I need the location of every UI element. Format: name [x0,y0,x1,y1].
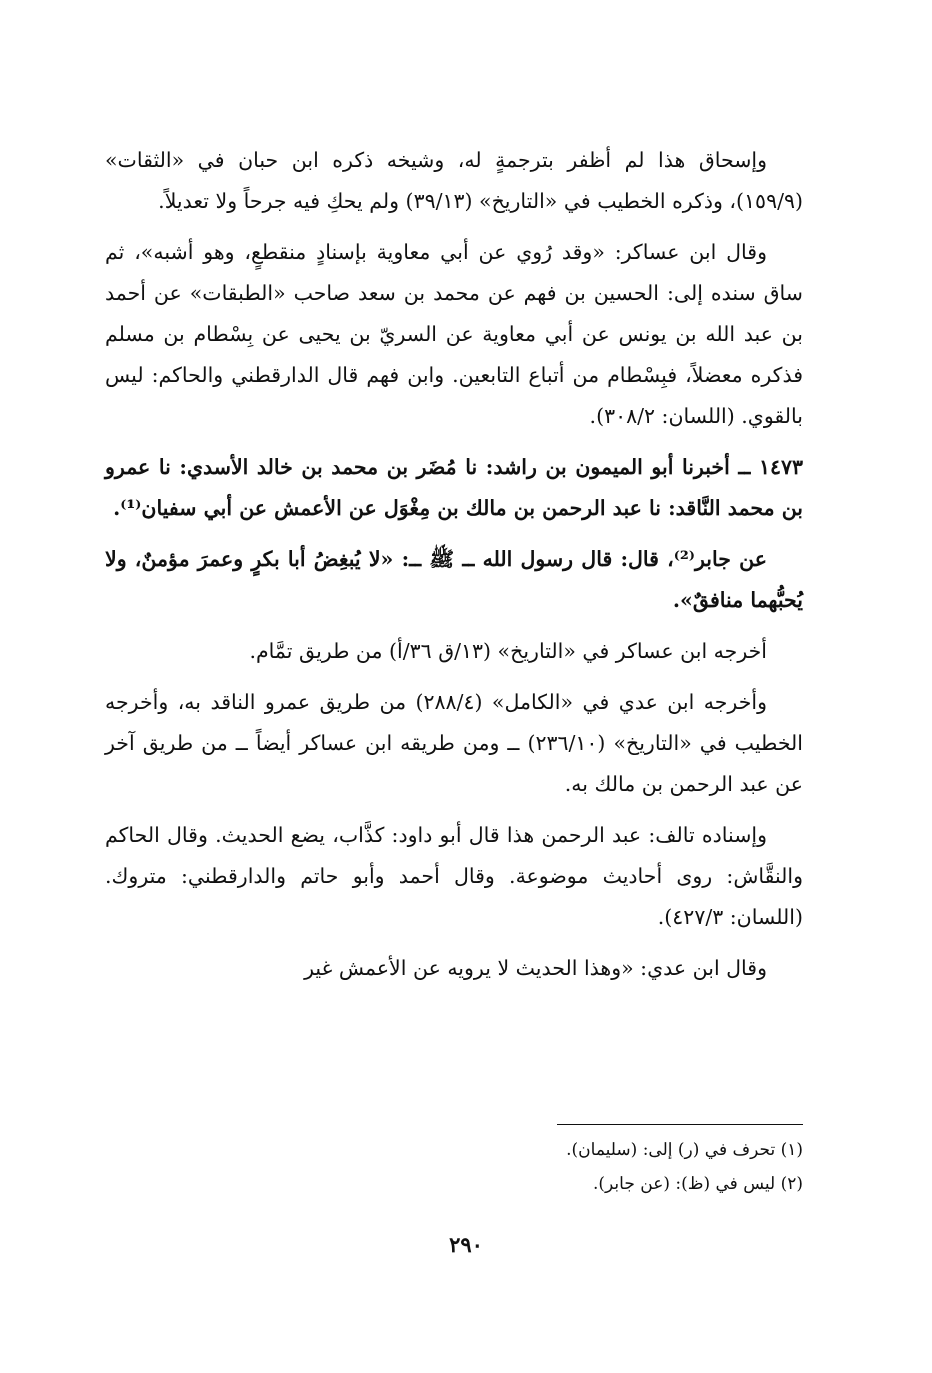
footnotes [105,1124,803,1201]
paragraph-takhrij-adi-khatib: وأخرجه ابن عدي في «الكامل» (٢٨٨/٤) من طريق عمرو الناقد به، وأخرجه الخطيب في «التاريخ» (٢٣٦/١٠) ــ ومن طريقه ابن عساكر أيضاً ــ من طريق آخر عن عبد الرحمن بن مالك به. [105,690,803,796]
paragraph-ibn-asakir-note: وقال ابن عساكر: «وقد رُوي عن أبي معاوية بإسنادٍ منقطعٍ، وهو أشبه»، ثم ساق سنده إلى: الحسين بن فهم عن محمد بن سعد صاحب «الطبقات» عن أحمد بن عبد الله بن يونس عن أبي معاوية عن السريّ بن يحيى عن بِسْطام بن مسلم فذكره معضلاً، فبِسْطام من أتباع التابعين. وابن فهم قال الدارقطني والحاكم: ليس بالقوي. (اللسان: ٣٠٨/٢). [105,240,804,428]
footnote-divider [557,1124,803,1125]
paragraph-ibn-adi-quote: وقال ابن عدي: «وهذا الحديث لا يرويه عن الأعمش غير [304,956,767,980]
paragraph-isnad-grading: وإسناده تالف: عبد الرحمن هذا قال أبو داود: كذَّاب، يضع الحديث. وقال الحاكم والنقَّاش: روى أحاديث موضوعة. وقال أحمد وأبو حاتم والدارقطني: متروك. (اللسان: ٤٢٧/٣). [105,823,803,929]
page-body [105,140,803,999]
footnote-2: (٢) ليس في (ظ): (عن جابر). [593,1174,803,1194]
footnote-1: (١) تحرف في (ر) إلى: (سليمان). [566,1140,803,1160]
page-number: ٢٩٠ [449,1232,483,1257]
paragraph-takhrij-asakir: أخرجه ابن عساكر في «التاريخ» (١٣/ق ٣٦/أ) من طريق تمَّام. [249,639,767,663]
hadith-matn: عن جابر⁽²⁾، قال: قال رسول الله ــ ﷺ ــ: «لا يُبغِضُ أبا بكرٍ وعمرَ مؤمنٌ، ولا يُحبُّهما منافقٌ». [105,547,803,612]
paragraph-ishaq-note: وإسحاق هذا لم أظفر بترجمةٍ له، وشيخه ذكره ابن حبان في «الثقات» (١٥٩/٩)، وذكره الخطيب في «التاريخ» (٣٩/١٣) ولم يحكِ فيه جرحاً ولا تعديلاً. [105,148,803,213]
hadith-isnad-1473: ١٤٧٣ ــ أخبرنا أبو الميمون بن راشد: نا مُضَر بن محمد بن خالد الأسدي: نا عمرو بن محمد النَّاقد: نا عبد الرحمن بن مالك بن مِغْوَل عن الأعمش عن أبي سفيان⁽¹⁾. [105,455,803,520]
